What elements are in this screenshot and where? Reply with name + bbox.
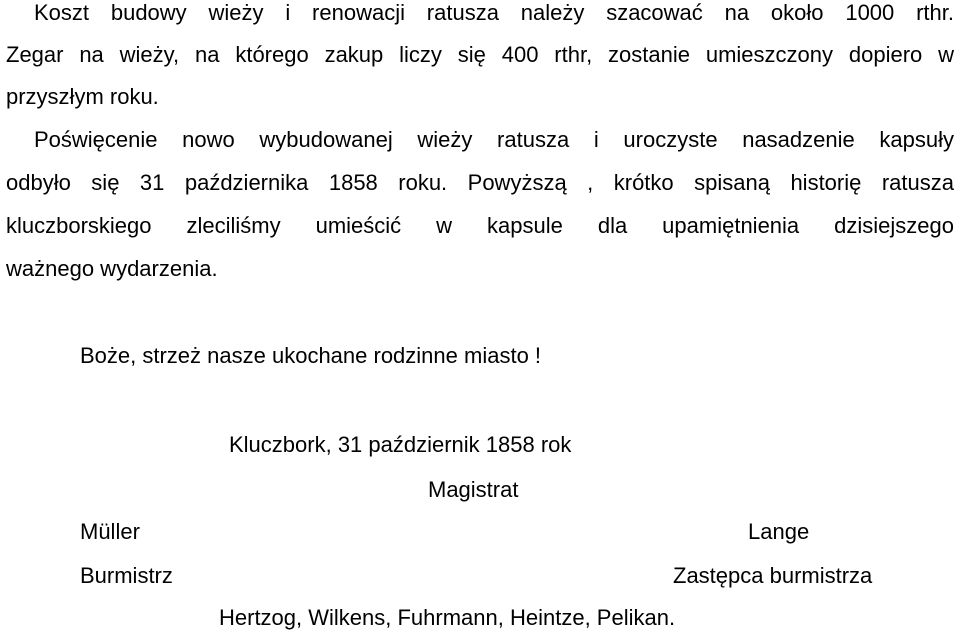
- council-members: Hertzog, Wilkens, Fuhrmann, Heintze, Pelikan.: [219, 605, 676, 630]
- place-date: Kluczbork, 31 październik 1858 rok: [229, 432, 572, 457]
- paragraph-1-line-2: Zegar na wieży, na którego zakup liczy się 400 rthr, zostanie umieszczony dopiero w: [6, 42, 954, 67]
- paragraph-1-line-1: Koszt budowy wieży i renowacji ratusza należy szacować na około 1000 rthr.: [34, 0, 954, 25]
- signatory-left-title: Burmistrz: [80, 563, 173, 588]
- paragraph-2-line-2: odbyło się 31 października 1858 roku. Powyższą , krótko spisaną historię ratusza: [6, 170, 954, 195]
- signatory-right-name: Lange: [748, 519, 810, 544]
- signatory-left-name: Müller: [80, 519, 140, 544]
- blessing-line: Boże, strzeż nasze ukochane rodzinne miasto !: [80, 343, 542, 368]
- paragraph-1-line-3: przyszłym roku.: [6, 84, 159, 109]
- authority-heading: Magistrat: [428, 477, 519, 502]
- signatory-right-title: Zastępca burmistrza: [673, 563, 873, 588]
- paragraph-2-line-3: kluczborskiego zleciliśmy umieścić w kapsule dla upamiętnienia dzisiejszego: [6, 213, 954, 238]
- paragraph-2-line-4: ważnego wydarzenia.: [6, 256, 218, 281]
- paragraph-2-line-1: Poświęcenie nowo wybudowanej wieży ratusza i uroczyste nasadzenie kapsuły: [34, 127, 954, 152]
